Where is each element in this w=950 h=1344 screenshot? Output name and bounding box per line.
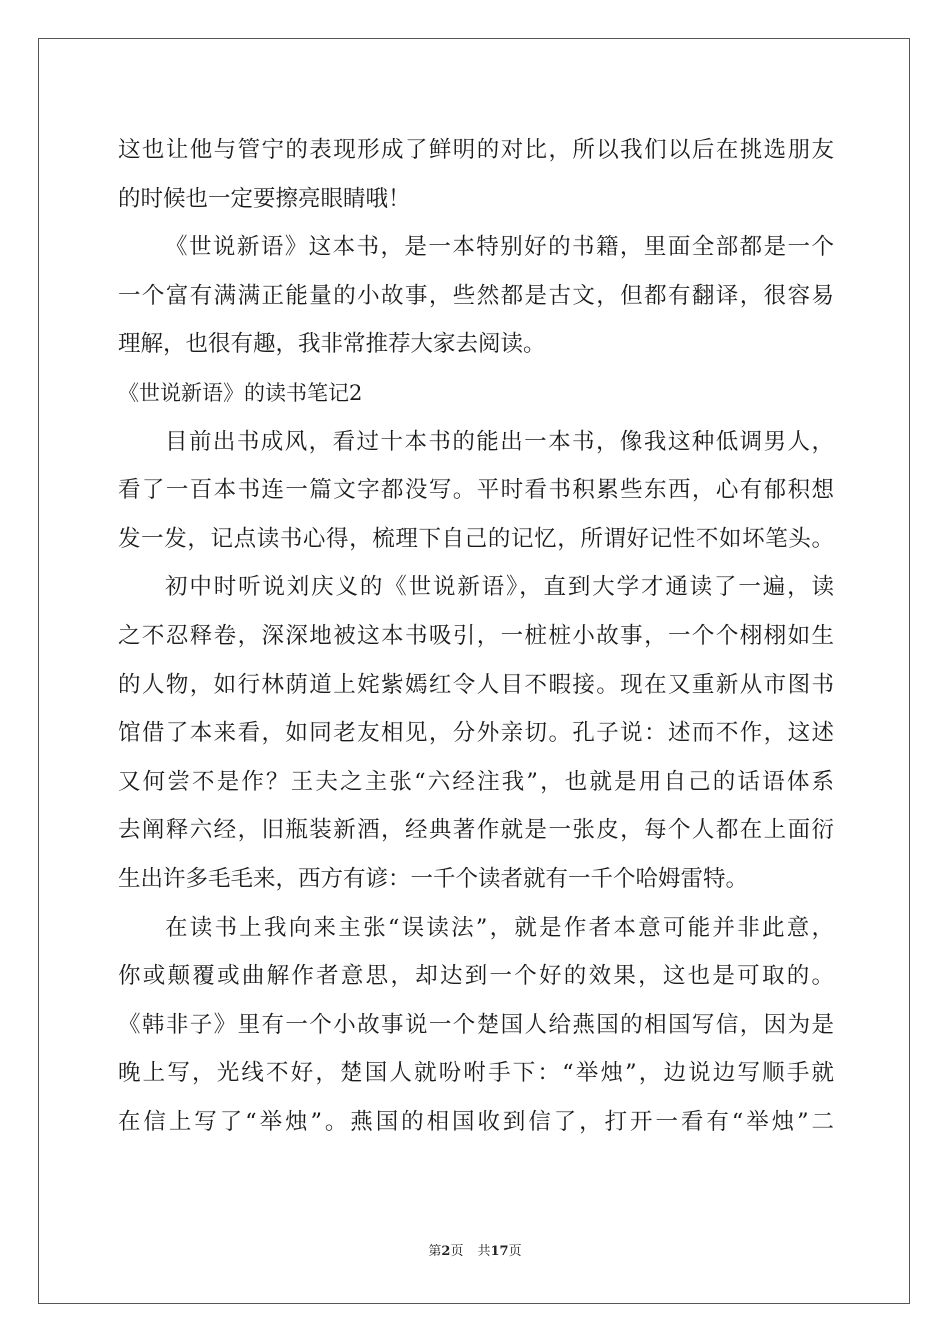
text-line: 之不忍释卷，深深地被这本书吸引，一桩桩小故事，一个个栩栩如生 bbox=[118, 622, 834, 649]
page-prefix: 第 bbox=[428, 1244, 442, 1259]
text-line: 《世说新语》这本书，是一本特别好的书籍，里面全部都是一个 bbox=[165, 234, 834, 261]
text-line: 晚上写，光线不好，楚国人就吩咐手下：“举烛”，边说边写顺手就 bbox=[118, 1060, 834, 1087]
total-prefix: 共 bbox=[477, 1244, 491, 1259]
text-line: 目前出书成风，看过十本书的能出一本书，像我这种低调男人， bbox=[165, 428, 834, 455]
document-body bbox=[118, 126, 834, 1146]
total-suffix: 页 bbox=[508, 1244, 522, 1259]
text-line: 理解，也很有趣，我非常推荐大家去阅读。 bbox=[118, 331, 546, 358]
text-line: 《韩非子》里有一个小故事说一个楚国人给燕国的相国写信，因为是 bbox=[118, 1011, 834, 1038]
page-number: 2 bbox=[441, 1244, 451, 1259]
text-line: 一个富有满满正能量的小故事，些然都是古文，但都有翻译，很容易 bbox=[118, 282, 834, 309]
page-suffix: 页 bbox=[450, 1244, 464, 1259]
text-line: 去阐释六经，旧瓶装新酒，经典著作就是一张皮，每个人都在上面衍 bbox=[118, 817, 834, 844]
text-line: 在信上写了“举烛”。燕国的相国收到信了，打开一看有“举烛”二 bbox=[118, 1108, 834, 1135]
text-line: 又何尝不是作？王夫之主张“六经注我”，也就是用自己的话语体系 bbox=[118, 768, 834, 795]
text-line: 的时候也一定要擦亮眼睛哦！ bbox=[118, 185, 411, 212]
text-line: 这也让他与管宁的表现形成了鲜明的对比，所以我们以后在挑选朋友 bbox=[118, 137, 834, 163]
text-line: 你或颠覆或曲解作者意思，却达到一个好的效果，这也是可取的。 bbox=[118, 963, 834, 990]
section-heading: 《世说新语》的读书笔记2 bbox=[118, 380, 363, 405]
text-line: 初中时听说刘庆义的《世说新语》，直到大学才通读了一遍，读 bbox=[165, 574, 834, 601]
text-line: 生出许多毛毛来，西方有谚：一千个读者就有一千个哈姆雷特。 bbox=[118, 865, 749, 892]
page-footer bbox=[0, 1240, 950, 1259]
text-line: 发一发，记点读书心得，梳理下自己的记忆，所谓好记性不如坏笔头。 bbox=[118, 525, 834, 552]
total-pages: 17 bbox=[490, 1244, 509, 1259]
text-line: 在读书上我向来主张“误读法”，就是作者本意可能并非此意， bbox=[165, 914, 834, 941]
text-line: 的人物，如行林荫道上姹紫嫣红令人目不暇接。现在又重新从市图书 bbox=[118, 671, 834, 698]
text-line: 看了一百本书连一篇文字都没写。平时看书积累些东西，心有郁积想 bbox=[118, 477, 834, 504]
text-line: 馆借了本来看，如同老友相见，分外亲切。孔子说：述而不作，这述 bbox=[118, 720, 834, 747]
